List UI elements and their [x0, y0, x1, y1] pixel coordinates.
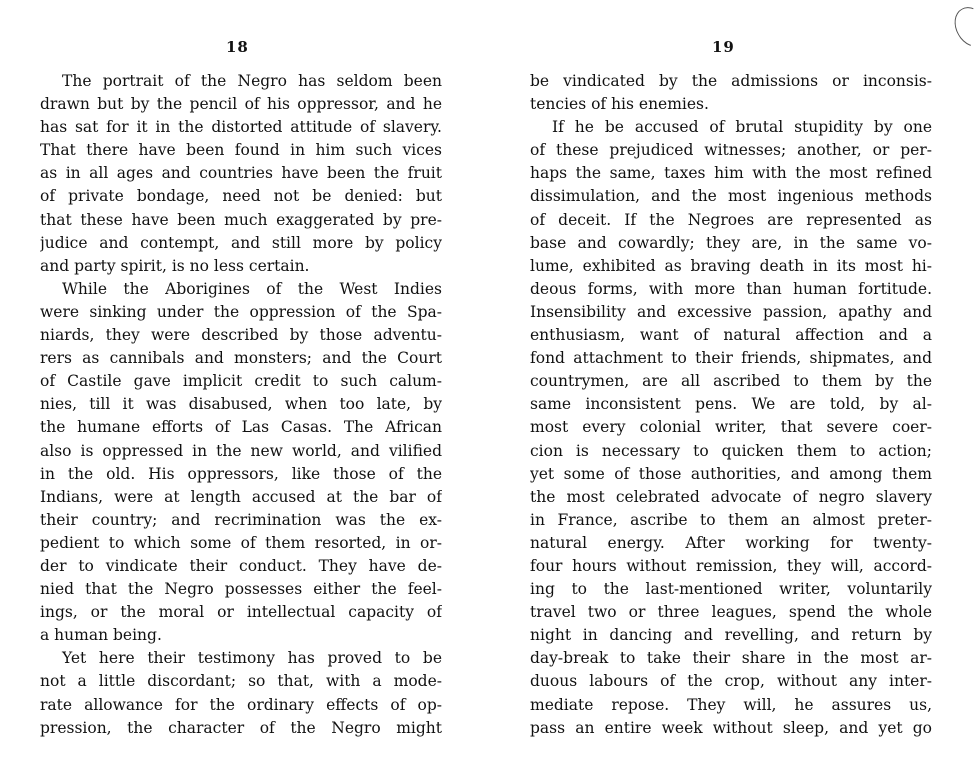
text-line: lume, exhibited as braving death in its most hi-: [530, 256, 932, 275]
text-line: not a little discordant; so that, with a mode-: [40, 672, 442, 691]
text-line: has sat for it in the distorted attitude of slavery.: [40, 118, 442, 137]
text-line: be vindicated by the admissions or inconsis-: [530, 72, 932, 90]
text-line: nied that the Negro possesses either the feel-: [40, 580, 442, 599]
text-line: ing to the last-mentioned writer, voluntarily: [530, 580, 932, 599]
text-line: The portrait of the Negro has seldom been: [62, 72, 442, 90]
text-line: haps the same, taxes him with the most refined: [530, 164, 932, 183]
text-line: mediate repose. They will, he assures us,: [530, 695, 932, 714]
text-line: were sinking under the oppression of the Spa-: [40, 302, 442, 321]
text-line: rers as cannibals and monsters; and the Court: [40, 349, 442, 368]
text-line: ings, or the moral or intellectual capacity of: [40, 603, 442, 622]
page-edge-curl-icon: [948, 1, 980, 53]
left-page-text: [40, 70, 442, 740]
text-line: duous labours of the crop, without any inter-: [530, 672, 932, 691]
right-page-text: [530, 70, 932, 740]
text-line: countrymen, are all ascribed to them by the: [530, 372, 932, 391]
text-line: der to vindicate their conduct. They have de-: [40, 556, 442, 575]
text-line: day-break to take their share in the most ar-: [530, 649, 932, 668]
text-line: Yet here their testimony has proved to be: [62, 649, 442, 668]
text-line: nies, till it was disabused, when too late, by: [40, 395, 442, 414]
text-line: dissimulation, and the most ingenious methods: [530, 187, 932, 206]
text-line: of private bondage, need not be denied: but: [40, 187, 442, 206]
text-line: base and cowardly; they are, in the same vo-: [530, 233, 932, 252]
text-line: cion is necessary to quicken them to action;: [530, 441, 932, 460]
text-line: Insensibility and excessive passion, apathy and: [530, 302, 932, 321]
text-line: deous forms, with more than human fortitude.: [530, 279, 932, 298]
text-line: of these prejudiced witnesses; another, or per-: [530, 141, 932, 160]
text-line: travel two or three leagues, spend the whole: [530, 603, 932, 622]
text-line: night in dancing and revelling, and return by: [530, 626, 932, 645]
text-line: and party spirit, is no less certain.: [40, 256, 310, 275]
page-number-left: 18: [226, 38, 249, 56]
text-line: pass an entire week without sleep, and yet go: [530, 718, 932, 737]
text-line: their country; and recrimination was the ex-: [40, 510, 442, 529]
text-line: judice and contempt, and still more by policy: [40, 233, 442, 252]
text-line: most every colonial writer, that severe coer-: [530, 418, 932, 437]
text-line: While the Aborigines of the West Indies: [62, 279, 442, 298]
text-line: also is oppressed in the new world, and vilified: [40, 441, 442, 460]
text-line: that these have been much exaggerated by pre-: [40, 210, 442, 229]
text-line: a human being.: [40, 626, 162, 645]
text-line: rate allowance for the ordinary effects of op-: [40, 695, 442, 714]
text-line: the humane efforts of Las Casas. The African: [40, 418, 442, 437]
text-line: four hours without remission, they will, accord-: [530, 556, 932, 575]
text-line: pression, the character of the Negro might: [40, 718, 442, 737]
text-line: in the old. His oppressors, like those of the: [40, 464, 442, 483]
text-line: enthusiasm, want of natural affection and a: [530, 326, 932, 345]
text-line: drawn but by the pencil of his oppressor, and he: [40, 95, 442, 114]
text-line: as in all ages and countries have been the fruit: [40, 164, 442, 183]
text-line: same inconsistent pens. We are told, by al-: [530, 395, 932, 414]
text-line: of Castile gave implicit credit to such calum-: [40, 372, 442, 391]
text-line: the most celebrated advocate of negro slavery: [530, 487, 932, 506]
text-line: pedient to which some of them resorted, in or-: [40, 533, 442, 552]
text-line: tencies of his enemies.: [530, 95, 709, 114]
text-line: Indians, were at length accused at the bar of: [40, 487, 442, 506]
text-line: If he be accused of brutal stupidity by one: [552, 118, 932, 137]
text-line: of deceit. If the Negroes are represented as: [530, 210, 932, 229]
text-line: in France, ascribe to them an almost preter-: [530, 510, 932, 529]
text-line: niards, they were described by those adventu-: [40, 326, 442, 345]
text-line: yet some of those authorities, and among them: [530, 464, 932, 483]
text-line: fond attachment to their friends, shipmates, and: [530, 349, 932, 368]
page-number-right: 19: [712, 38, 735, 56]
text-line: natural energy. After working for twenty-: [530, 533, 932, 552]
text-line: That there have been found in him such vices: [40, 141, 442, 160]
